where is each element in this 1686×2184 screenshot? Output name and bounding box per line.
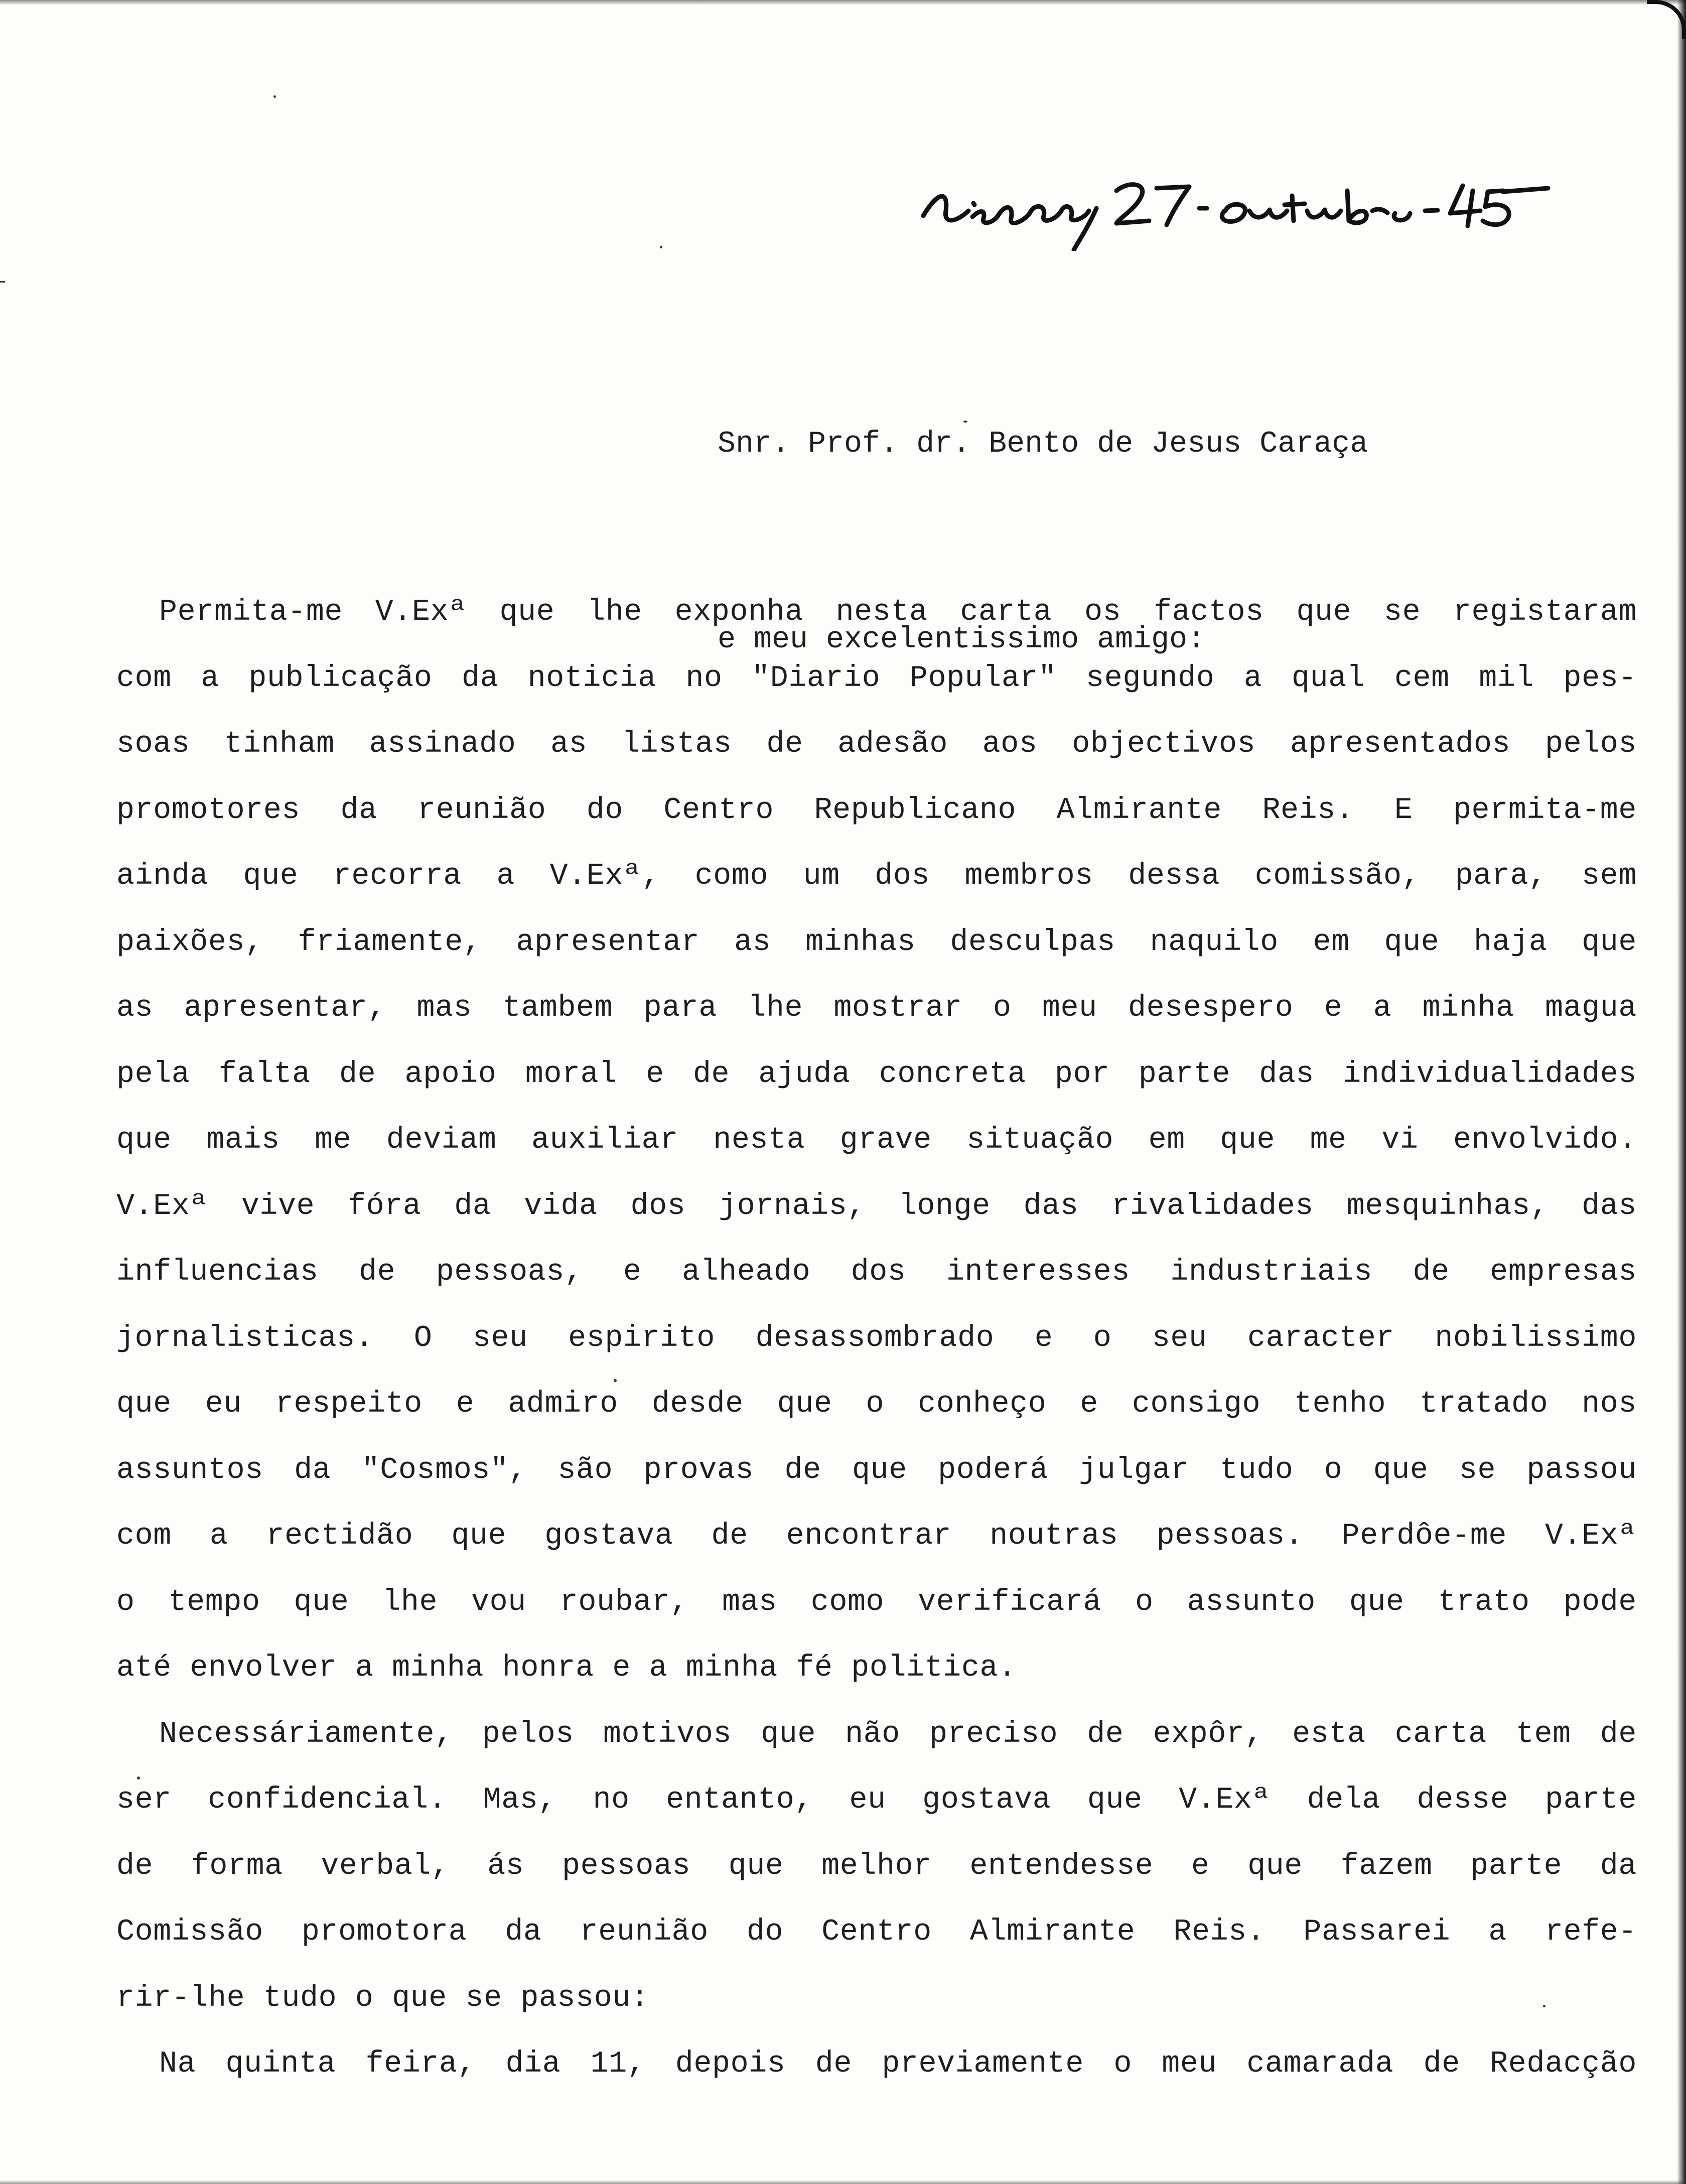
- paragraph-line: até envolver a minha honra e a minha fé politica.: [116, 1651, 1017, 1685]
- paper-speck: [660, 246, 662, 248]
- letter-body: [116, 580, 1637, 2098]
- paragraph-line: as apresentar, mas tambem para lhe mostrar o meu desespero e a minha magua: [116, 991, 1637, 1025]
- handwritten-date-signature: [918, 161, 1571, 251]
- paragraph-line: pela falta de apoio moral e de ajuda concreta por parte das individualidades: [116, 1057, 1637, 1091]
- paragraph-line: que mais me deviam auxiliar nesta grave situação em que me vi envolvido.: [116, 1123, 1637, 1157]
- paragraph-line: V.Exª vive fóra da vida dos jornais, longe das rivalidades mesquinhas, das: [116, 1189, 1637, 1223]
- paragraph-line: promotores da reunião do Centro Republicano Almirante Reis. E permita-me: [116, 793, 1637, 828]
- paragraph-line: que eu respeito e admiro desde que o conheço e consigo tenho tratado nos: [116, 1387, 1637, 1421]
- paragraph-line: Na quinta feira, dia 11, depois de previamente o meu camarada de Redacção: [159, 2047, 1637, 2081]
- salutation-line: Snr. Prof. dr. Bento de Jesus Caraça: [718, 427, 1368, 461]
- paragraph-line: rir-lhe tudo o que se passou:: [116, 1981, 649, 2015]
- paragraph-line: Permita-me V.Exª que lhe exponha nesta carta os factos que se registaram: [159, 595, 1637, 629]
- scan-edge-bottom: [0, 2180, 1686, 2184]
- paragraph-line: de forma verbal, ás pessoas que melhor entendesse e que fazem parte da: [116, 1849, 1637, 1883]
- paragraph-line: influencias de pessoas, e alheado dos interesses industriais de empresas: [116, 1255, 1637, 1289]
- scan-mark: [0, 281, 5, 283]
- paper-speck: [273, 95, 276, 98]
- paragraph-line: Necessáriamente, pelos motivos que não preciso de expôr, esta carta tem de: [159, 1717, 1637, 1751]
- paragraph-line: jornalisticas. O seu espirito desassombrado e o seu caracter nobilissimo: [116, 1321, 1637, 1355]
- paragraph-line: Comissão promotora da reunião do Centro Almirante Reis. Passarei a refe-: [116, 1915, 1637, 1949]
- paragraph-line: assuntos da "Cosmos", são provas de que poderá julgar tudo o que se passou: [116, 1453, 1637, 1487]
- scan-edge-top: [0, 0, 1686, 5]
- scan-edge-right: [1677, 0, 1686, 2184]
- paragraph-line: ser confidencial. Mas, no entanto, eu gostava que V.Exª dela desse parte: [116, 1783, 1637, 1817]
- paragraph-line: com a publicação da noticia no "Diario Popular" segundo a qual cem mil pes-: [116, 661, 1637, 696]
- paragraph-line: com a rectidão que gostava de encontrar noutras pessoas. Perdôe-me V.Exª: [116, 1519, 1637, 1553]
- salutation-line: e meu excelentissimo amigo:: [718, 623, 1206, 657]
- paragraph-line: ainda que recorra a V.Exª, como um dos membros dessa comissão, para, sem: [116, 859, 1637, 893]
- paragraph-line: paixões, friamente, apresentar as minhas desculpas naquilo em que haja que: [116, 925, 1637, 960]
- paragraph-line: o tempo que lhe vou roubar, mas como verificará o assunto que trato pode: [116, 1585, 1637, 1619]
- paragraph-line: soas tinham assinado as listas de adesão aos objectivos apresentados pelos: [116, 727, 1637, 761]
